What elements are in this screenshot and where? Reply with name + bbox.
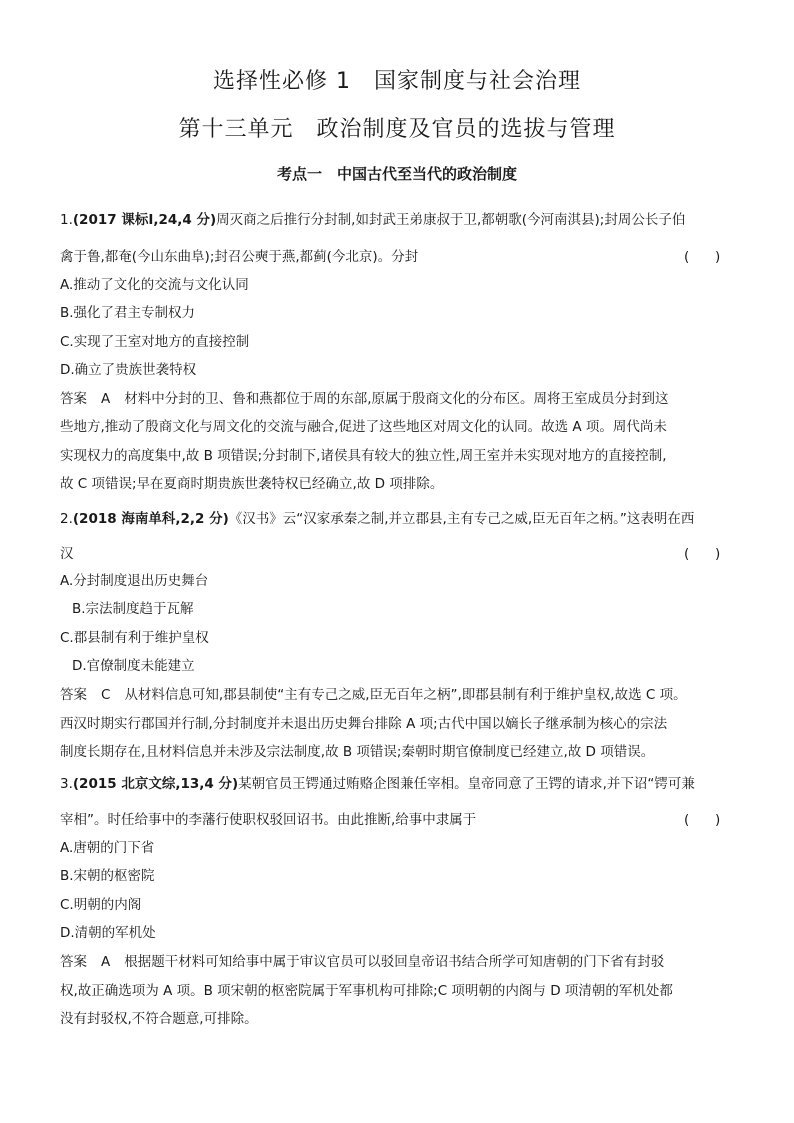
question-1-stem-line2: 禽于鲁,都奄(今山东曲阜);封召公奭于燕,都蓟(今北京)。分封	[60, 249, 419, 265]
answer-key: A	[101, 391, 111, 407]
option-d: D.清朝的军机处	[60, 925, 156, 941]
answer-line	[60, 686, 687, 704]
question-number: 3.	[60, 776, 73, 792]
answer-key: C	[101, 687, 111, 703]
answer-bracket: ( )	[684, 546, 721, 562]
option-c: C.实现了王室对地方的直接控制	[60, 334, 250, 350]
book-title: 选择性必修 1 国家制度与社会治理	[213, 69, 581, 94]
answer-line	[60, 953, 664, 971]
option-d: D.确立了贵族世袭特权	[60, 362, 197, 378]
explanation-line: 西汉时期实行郡国并行制,分封制度并未退出历史舞台排除 A 项;古代中国以嫡长子继承制为核心的宗法	[60, 716, 668, 732]
question-3-stem-line2: 宰相”。时任给事中的李藩行使职权驳回诏书。由此推断,给事中隶属于	[60, 812, 477, 828]
answer-bracket: ( )	[684, 249, 721, 265]
question-source: (2015 北京文综,13,4 分)	[72, 776, 239, 792]
option-b: B.宋朝的枢密院	[60, 868, 155, 884]
option-b: B.强化了君主专制权力	[60, 305, 196, 321]
answer-label: 答案	[60, 954, 87, 970]
explanation-line: 没有封驳权,不符合题意,可排除。	[60, 1011, 258, 1027]
answer-label: 答案	[60, 391, 87, 407]
question-source: (2017 课标Ⅰ,24,4 分)	[72, 212, 217, 228]
answer-bracket: ( )	[684, 812, 721, 828]
option-a: A.分封制度退出历史舞台	[60, 573, 209, 589]
question-source: (2018 海南单科,2,2 分)	[72, 511, 229, 527]
question-2-stem-line2: 汉	[60, 546, 74, 562]
option-a: A.唐朝的门下省	[60, 840, 155, 856]
explanation-line: 故 C 项错误;早在夏商时期贵族世袭特权已经确立,故 D 项排除。	[60, 476, 444, 492]
question-3-stem-line1	[60, 775, 695, 793]
explanation-text: 材料中分封的卫、鲁和燕都位于周的东部,原属于殷商文化的分布区。周将王室成员分封到这	[124, 391, 669, 407]
unit-title: 第十三单元 政治制度及官员的选拔与管理	[178, 117, 616, 142]
explanation-text: 从材料信息可知,郡县制使“主有专己之威,臣无百年之柄”,即郡县制有利于维护皇权,故选 C 项。	[124, 687, 687, 703]
option-b: B.宗法制度趋于瓦解	[72, 601, 194, 617]
section-title: 考点一 中国古代至当代的政治制度	[276, 165, 517, 183]
option-d: D.官僚制度未能建立	[72, 658, 195, 674]
option-c: C.明朝的内阁	[60, 897, 142, 913]
explanation-line: 权,故正确选项为 A 项。B 项宋朝的枢密院属于军事机构可排除;C 项明朝的内阁与 D 项清朝的军机处都	[60, 983, 673, 999]
question-stem: 周灭商之后推行分封制,如封武王弟康叔于卫,都朝歌(今河南淇县);封周公长子伯	[216, 212, 686, 228]
question-2-stem-line1	[60, 510, 694, 528]
answer-key: A	[101, 954, 111, 970]
question-number: 2.	[60, 511, 73, 527]
question-1-stem-line1	[60, 211, 685, 229]
explanation-text: 根据题干材料可知给事中属于审议官员可以驳回皇帝诏书结合所学可知唐朝的门下省有封驳	[124, 954, 665, 970]
explanation-line: 实现权力的高度集中,故 B 项错误;分封制下,诸侯具有较大的独立性,周王室并未实现对地方的直接控制,	[60, 448, 667, 464]
question-stem: 某朝官员王锷通过贿赂企图兼任宰相。皇帝同意了王锷的请求,并下诏“锷可兼	[238, 776, 695, 792]
question-number: 1.	[60, 212, 73, 228]
explanation-line: 些地方,推动了殷商文化与周文化的交流与融合,促进了这些地区对周文化的认同。故选 A 项。周代尚未	[60, 419, 667, 435]
option-a: A.推动了文化的交流与文化认同	[60, 277, 249, 293]
question-stem: 《汉书》云“汉家承秦之制,并立郡县,主有专己之威,臣无百年之柄。”这表明在西	[228, 511, 695, 527]
option-c: C.郡县制有利于维护皇权	[60, 630, 209, 646]
explanation-line: 制度长期存在,且材料信息并未涉及宗法制度,故 B 项错误;秦朝时期官僚制度已经建立,故 D 项错误。	[60, 744, 655, 760]
answer-line	[60, 390, 669, 408]
answer-label: 答案	[60, 687, 87, 703]
